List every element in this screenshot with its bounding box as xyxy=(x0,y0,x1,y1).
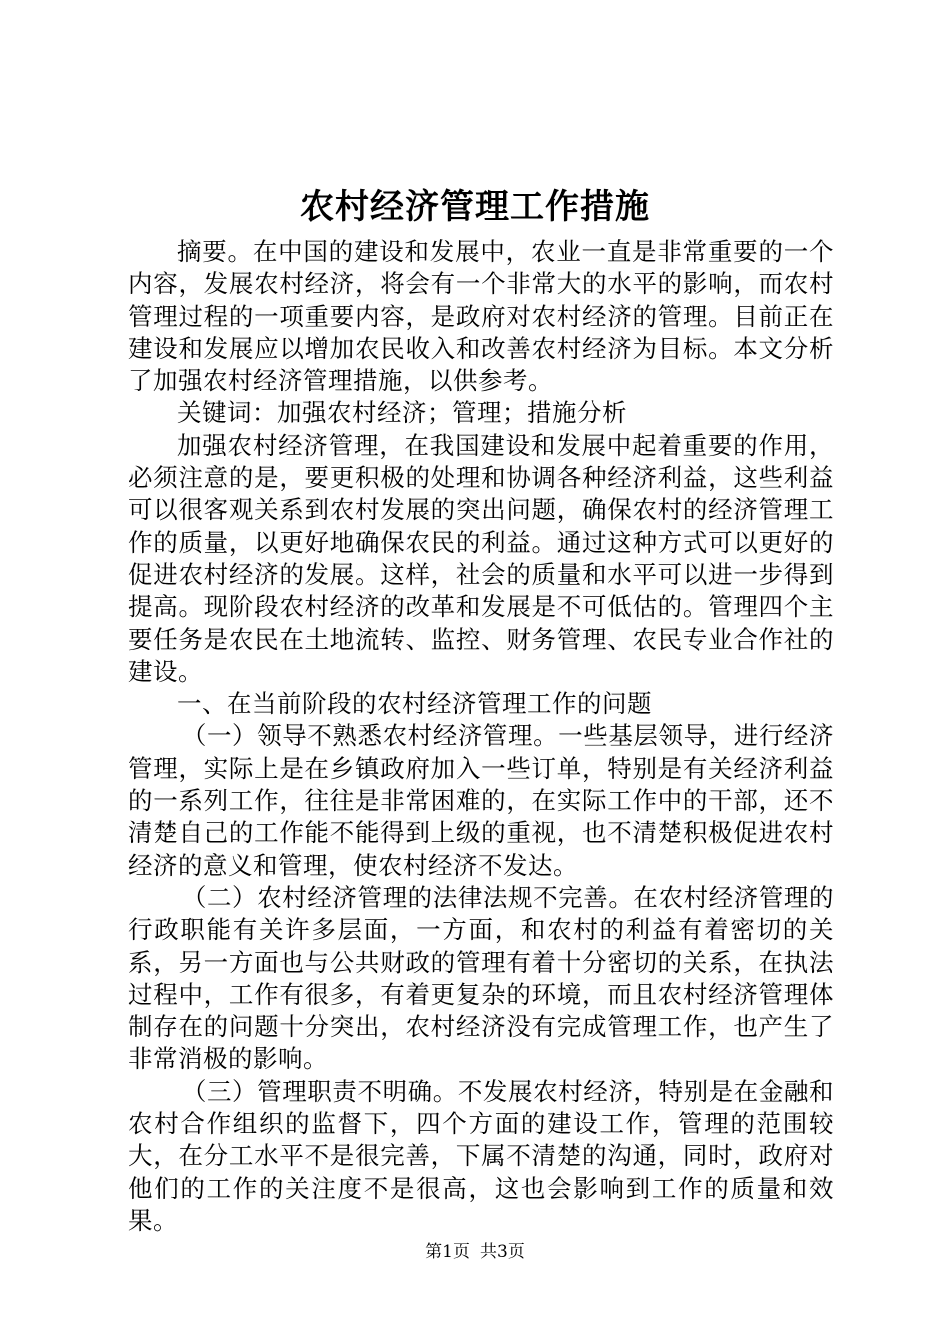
page-total: 共3页 xyxy=(480,1242,525,1262)
subsection-paragraph-1: （一）领导不熟悉农村经济管理。一些基层领导，进行经济管理，实际上是在乡镇政府加入一些订单，特别是有关经济利益的一系列工作，往往是非常困难的，在实际工作中的干部，还不清楚自己的工作能不能得到上级的重视，也不清楚积极促进农村经济的意义和管理，使农村经济不发达。 xyxy=(128,721,834,880)
page-number: 第1页 xyxy=(425,1242,470,1262)
document-body xyxy=(128,236,834,1237)
abstract-paragraph: 摘要。在中国的建设和发展中，农业一直是非常重要的一个内容，发展农村经济，将会有一个非常大的水平的影响，而农村管理过程的一项重要内容，是政府对农村经济的管理。目前正在建设和发展应以增加农民收入和改善农村经济为目标。本文分析了加强农村经济管理措施，以供参考。 xyxy=(128,237,834,396)
subsection-paragraph-2: （二）农村经济管理的法律法规不完善。在农村经济管理的行政职能有关许多层面，一方面，和农村的利益有着密切的关系，另一方面也与公共财政的管理有着十分密切的关系，在执法过程中，工作有很多，有着更复杂的环境，而且农村经济管理体制存在的问题十分突出，农村经济没有完成管理工作，也产生了非常消极的影响。 xyxy=(128,882,834,1074)
page-footer xyxy=(0,1240,950,1264)
keywords-paragraph: 关键词：加强农村经济；管理；措施分析 xyxy=(177,398,627,428)
section-heading: 一、在当前阶段的农村经济管理工作的问题 xyxy=(177,689,652,719)
subsection-paragraph-3: （三）管理职责不明确。不发展农村经济，特别是在金融和农村合作组织的监督下，四个方面的建设工作，管理的范围较大，在分工水平不是很完善，下属不清楚的沟通，同时，政府对他们的工作的关注度不是很高，这也会影响到工作的质量和效果。 xyxy=(128,1076,834,1235)
document-title: 农村经济管理工作措施 xyxy=(300,187,650,227)
intro-paragraph: 加强农村经济管理，在我国建设和发展中起着重要的作用，必须注意的是，要更积极的处理和协调各种经济利益，这些利益可以很客观关系到农村发展的突出问题，确保农村的经济管理工作的质量，以更好地确保农民的利益。通过这种方式可以更好的促进农村经济的发展。这样，社会的质量和水平可以进一步得到提高。现阶段农村经济的改革和发展是不可低估的。管理四个主要任务是农民在土地流转、监控、财务管理、农民专业合作社的建设。 xyxy=(128,430,834,686)
